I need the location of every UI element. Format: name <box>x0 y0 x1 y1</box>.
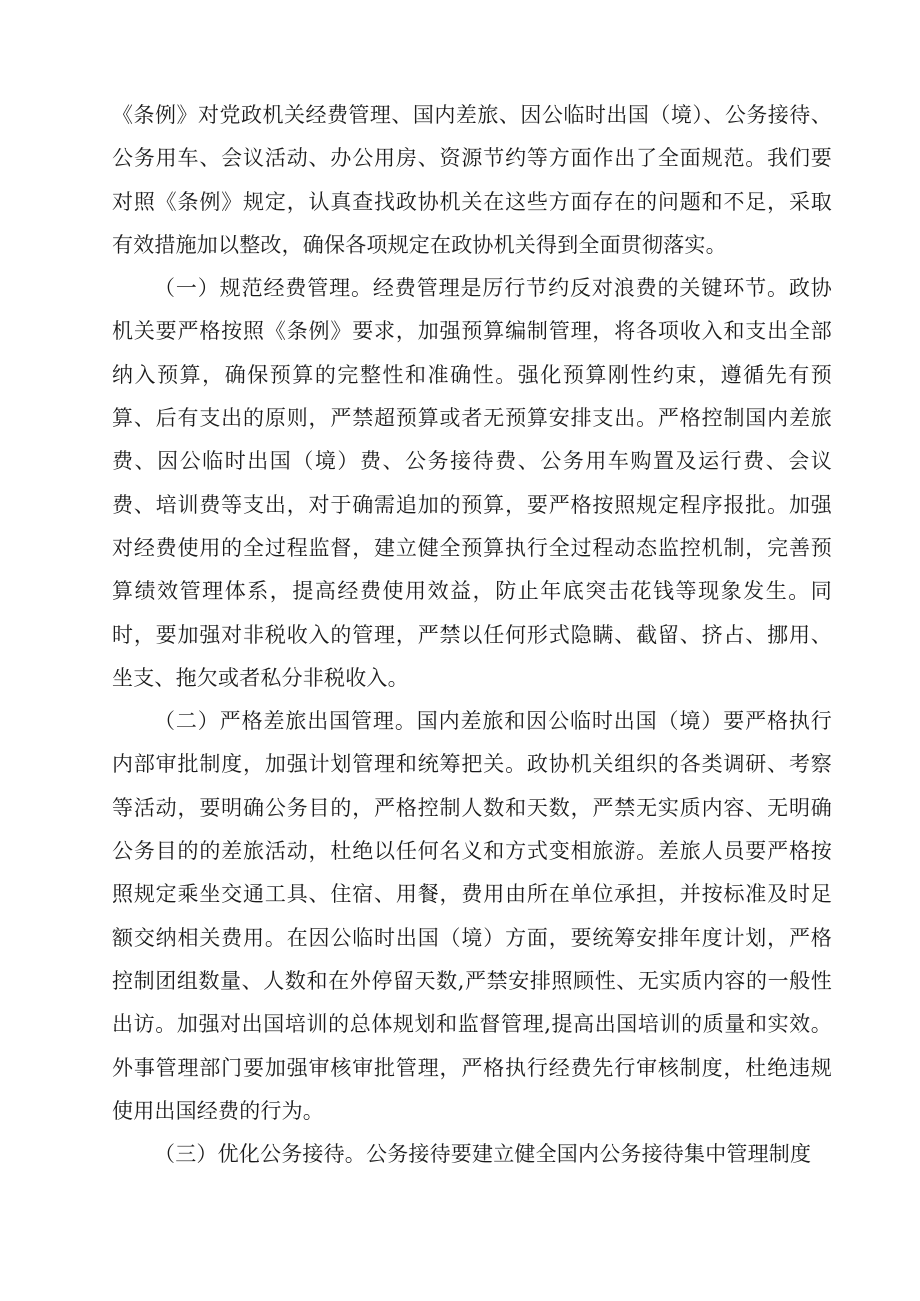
section-3-paragraph: （三）优化公务接待。公务接待要建立健全国内公务接待集中管理制度 <box>154 1142 812 1167</box>
section-2-paragraph: （二）严格差旅出国管理。国内差旅和因公临时出国（境）要严格执行内部审批制度，加强计划管理和统筹把关。政协机关组织的各类调研、考察等活动，要明确公务目的，严格控制人数和天数，严禁无实质内容、无明确公务目的的差旅活动，杜绝以任何名义和方式变相旅游。差旅人员要严格按照规定乘坐交通工具、住宿、用餐，费用由所在单位承担，并按标准及时足额交纳相关费用。在因公临时出国（境）方面，要统筹安排年度计划，严格控制团组数量、人数和在外停留天数,严禁安排照顾性、无实质内容的一般性出访。加强对出国培训的总体规划和监督管理,提高出国培训的质量和实效。外事管理部门要加强审核审批管理，严格执行经费先行审核制度，杜绝违规使用出国经费的行为。 <box>112 709 832 1123</box>
document-page <box>112 94 832 1176</box>
intro-paragraph: 《条例》对党政机关经费管理、国内差旅、因公临时出国（境）、公务接待、公务用车、会议活动、办公用房、资源节约等方面作出了全面规范。我们要对照《条例》规定，认真查找政协机关在这些方面存在的问题和不足，采取有效措施加以整改，确保各项规定在政协机关得到全面贯彻落实。 <box>112 103 832 257</box>
section-1-paragraph: （一）规范经费管理。经费管理是厉行节约反对浪费的关键环节。政协机关要严格按照《条例》要求，加强预算编制管理，将各项收入和支出全部纳入预算，确保预算的完整性和准确性。强化预算刚性约束，遵循先有预算、后有支出的原则，严禁超预算或者无预算安排支出。严格控制国内差旅费、因公临时出国（境）费、公务接待费、公务用车购置及运行费、会议费、培训费等支出，对于确需追加的预算，要严格按照规定程序报批。加强对经费使用的全过程监督，建立健全预算执行全过程动态监控机制，完善预算绩效管理体系，提高经费使用效益，防止年底突击花钱等现象发生。同时，要加强对非税收入的管理，严禁以任何形式隐瞒、截留、挤占、挪用、坐支、拖欠或者私分非税收入。 <box>112 276 832 690</box>
